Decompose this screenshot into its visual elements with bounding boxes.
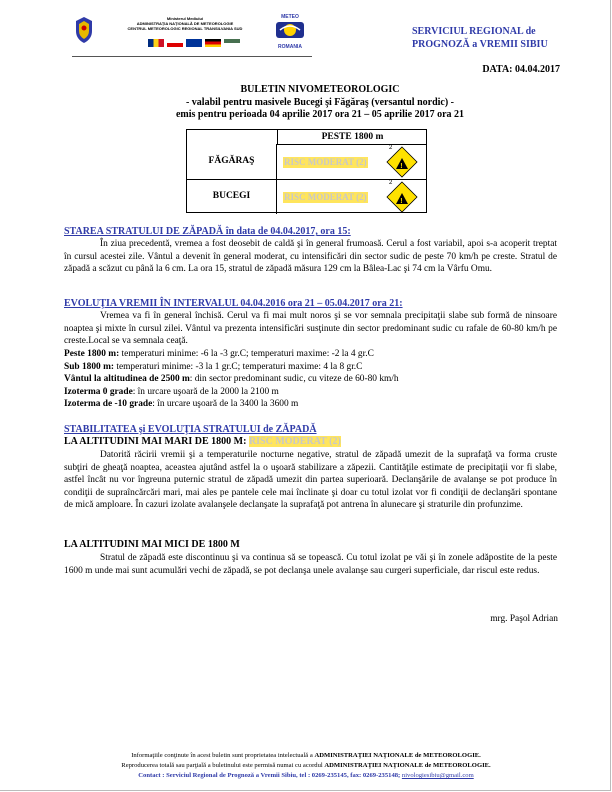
risk-label: RISC MODERAT (2) [284,157,367,167]
below-1800-paragraph: Stratul de zăpadă este discontinuu şi va continua să se topească. Cu totul izolat pe văi şi în zonele adăpostite de la peste 1600 m unde mai sunt acumulări vechi de zăpadă, se pot declanşa unele avalanşe sau curgeri superficiale, dar riscul este redus. [64,553,557,576]
section-weather-text [64,310,557,348]
eu-flag-icon [186,39,202,47]
risk-row-bucegi [187,179,426,214]
title-line1: BULETIN NIVOMETEOROLOGIC [240,84,400,95]
below-1800-subheading: LA ALTITUDINI MAI MICI DE 1800 M [64,539,240,550]
service-line2: PROGNOZĂ a VREMII SIBIU [412,39,548,50]
flag-icon [167,39,183,47]
massif-name: FĂGĂRAŞ [187,144,277,179]
below-1800-text [64,552,557,577]
service-title [412,25,552,51]
above-1800-risk-label: RISC MODERAT (2) [248,436,341,447]
institution-line1: Ministerul Mediului [166,16,204,21]
meteo-romania-logo [270,15,310,51]
weather-line-isotherm-10: Izoterma de -10 grade: în urcare uşoară de la 3400 la 3600 m [64,399,299,409]
danger-level-number: 2 [389,145,393,151]
flag-icon [224,39,240,47]
snowpack-paragraph: În ziua precedentă, vremea a fost deosebit de caldă şi în general frumoasă. Cerul a fost variabil, apoi s-a acoperit treptat în cursul acestei zile. Vântul a devenit în general moderat, cu intensificări din sector sudic de peste 70 km/h pe creste. Stratul de zăpadă a scăzut cu până la 6 cm. La ora 15, stratul de zăpadă măsura 129 cm la Bâlea-Lac şi 74 cm la Vârfu Omu. [64,239,557,275]
above-1800-subheading: LA ALTITUDINI MAI MARI DE 1800 M: RISC MODERAT (2) [64,436,341,447]
meteo-logo-top: METEO [281,14,299,20]
section-stability-heading: STABILITATEA şi EVOLUŢIA STRATULUI de ZĂPADĂ [64,424,317,435]
weather-line-isotherm-0: Izoterma 0 grade: în urcare uşoară de la 2000 la 2100 m [64,387,279,397]
weather-line-above-1800: Peste 1800 m: temperaturi minime: -6 la -3 gr.C; temperaturi maxime: -2 la 4 gr.C [64,349,374,359]
meteo-symbol-icon [270,20,310,40]
flag-icon [205,39,221,47]
svg-text:!: ! [400,198,403,205]
weather-line-below-1800: Sub 1800 m: temperaturi minime: -3 la 1 gr.C; temperaturi maxime: 4 la 8 gr.C [64,362,363,372]
institution-line2: ADMINISTRAȚIA NAȚIONALĂ DE METEOROLOGIE [136,21,234,26]
massif-name: BUCEGI [187,179,277,214]
section-weather-heading: EVOLUŢIA VREMII ÎN INTERVALUL 04.04.2016 ora 21 – 05.04.2017 ora 21: [64,298,403,309]
institution-line3: CENTRUL METEOROLOGIC REGIONAL TRANSILVANIA SUD [127,26,243,31]
weather-line-wind: Vântul la altitudinea de 2500 m: din sector predominant sudic, cu viteze de 60-80 km/h [64,374,399,384]
danger-level-number: 2 [389,180,393,186]
institution-block [100,16,270,31]
above-1800-text [64,449,557,512]
contact-email-link[interactable]: nivologiesibiu@gmail.com [401,772,474,779]
risk-table [186,129,427,213]
title-line2: - valabil pentru masivele Bucegi şi Făgăraş (versantul nordic) - [185,96,455,108]
footer-line3: Contact : Serviciul Regional de Prognoză a Vremii Sibiu, tel : 0269-235145, fax: 0269-235148; nivologiesibiu@gmail.com [138,772,474,779]
title-line3: emis pentru perioada 04 aprilie 2017 ora 21 – 05 aprilie 2017 ora 21 [175,109,465,120]
footer [40,751,572,781]
flag-icon [148,39,164,47]
weather-paragraph: Vremea va fi în general închisă. Cerul va fi mai mult noros şi se vor semnala precipitaţii slabe sub formă de ninsoare noaptea şi mixte în cursul zilei. Vântul va prezenta intensificări susţinute din sector predominant sudic cu rafale de 60-80 km/h pe creste.Local se va semnala ceaţă. [64,311,557,347]
footer-line2: Reproducerea totală sau parţială a buletinului este permisă numai cu acordul ADMINISTRAŢIEI NAŢIONALE de METEOROLOGIE. [121,762,491,769]
meteo-logo-bottom: ROMANIA [278,44,302,50]
risk-label: RISC MODERAT (2) [284,192,367,202]
header-rule [72,56,312,57]
section-snowpack-heading: STAREA STRATULUI DE ZĂPADĂ în data de 04.04.2017, ora 15: [64,226,351,237]
service-line1: SERVICIUL REGIONAL de [412,26,536,37]
footer-line1: Informaţiile conţinute în acest buletin sunt proprietatea intelectuală a ADMINISTRAŢIEI NAŢIONALE de METEOROLOGIE. [131,752,481,759]
partner-flags [148,39,258,47]
bulletin-date: DATA: 04.04.2017 [482,64,560,75]
risk-table-header: PESTE 1800 m [277,130,427,145]
bulletin-title [60,84,580,122]
above-1800-paragraph: Datorită răcirii vremii şi a temperaturile nocturne negative, stratul de zăpadă umezit de la suprafaţă va forma cruste subţiri de gheaţă noaptea, aceastea ajutând astfel la o uşoară stabilizare a zăpezii. Cantităţile estimate de precipitaţii vor fi slabe, astfel încât nu vor îngreuna puternic stratul de zăpadă umezit din partea superioară. Declanşările de avalanşe se pot produce în condiţii de supraîncărcări mari, mai ales pe pantele cele mai înclinate şi doar cu totul izolat vor fi condiţii de declanşări spontane de mică amploare. În cazuri izolate avalanşele declanşate la suprafaţă pot antrena în alunecare şi straturile din profunzime. [64,450,557,511]
section-snowpack-text [64,238,557,276]
risk-row-fagaras [187,144,426,180]
coat-of-arms-icon [72,15,96,45]
signature: mrg. Paşol Adrian [490,614,558,624]
svg-text:!: ! [400,163,403,170]
